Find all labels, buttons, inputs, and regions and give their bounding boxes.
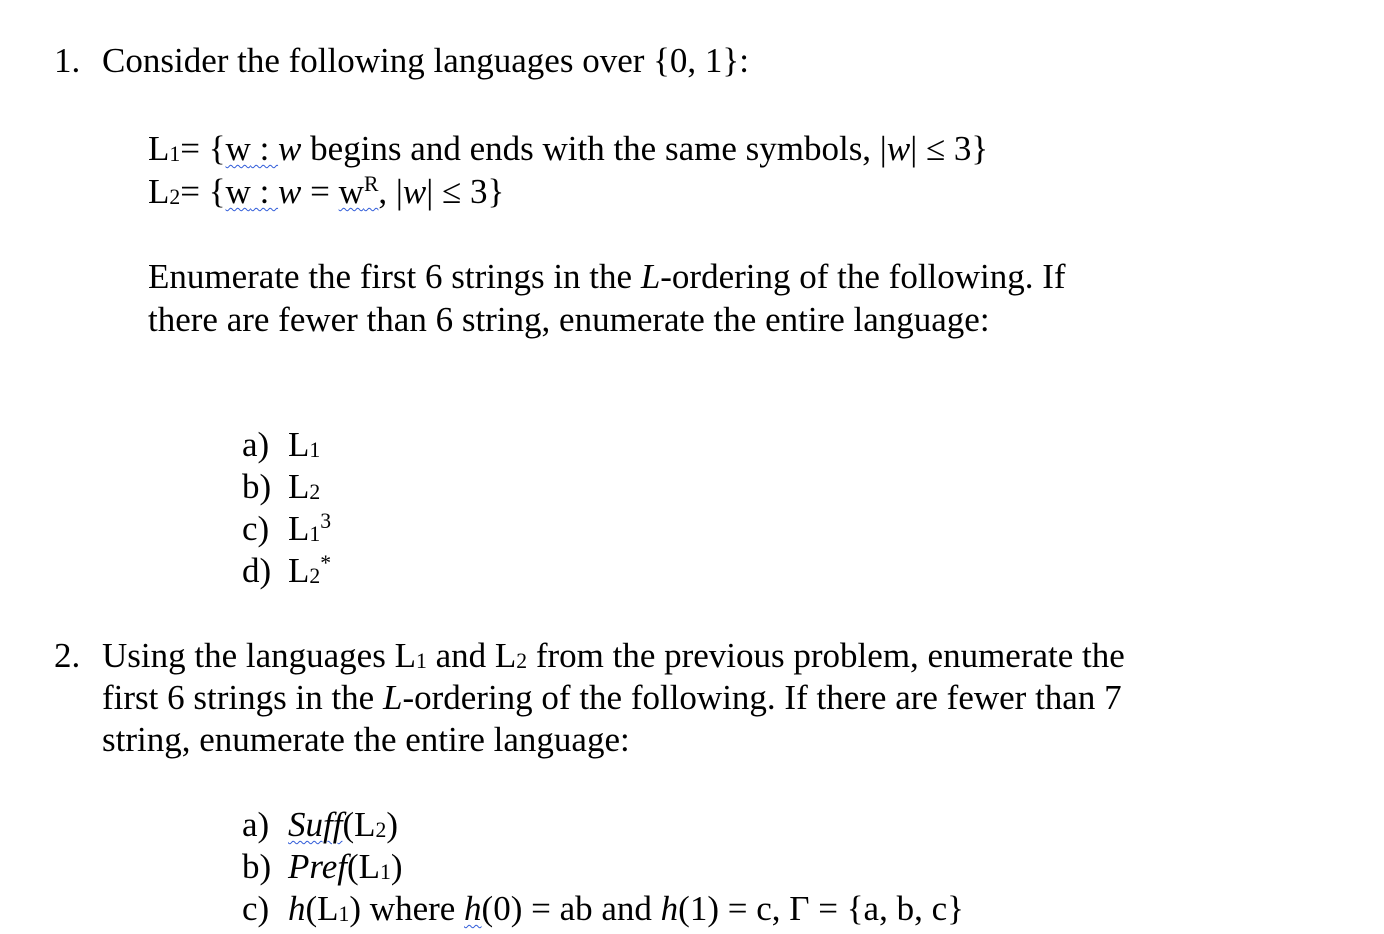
l-ordering-L: L (382, 678, 403, 717)
q1-language-1-definition (148, 128, 988, 170)
lang2-eq: = { (180, 172, 226, 211)
q2-number: 2. (54, 636, 81, 675)
q1-item-a: a) L1 (242, 425, 321, 464)
q2-line-1: Using the languages L1 and L2 from the previous problem, enumerate the (102, 636, 1125, 675)
q2-line-2: first 6 strings in the L-ordering of the following. If there are fewer than 7 (102, 678, 1122, 717)
lang1-w2: w (886, 129, 911, 168)
q2-item-c: c) h(L1) where h(0) = ab and h(1) = c, Γ = {a, b, c} (242, 889, 964, 928)
lang2-w2: w (402, 172, 427, 211)
lang1-tail: | ≤ 3} (910, 129, 989, 168)
lang2-eq2: = (301, 172, 339, 211)
item-label: b) (242, 847, 272, 886)
lang1-w-italic: w (278, 129, 302, 168)
item-label: c) (242, 889, 270, 928)
q2-item-a: a) Suff(L2) (242, 805, 398, 844)
q1-language-2-definition (148, 171, 504, 213)
h-function-underlined: h (464, 889, 482, 928)
q1-item-d: d) L2* (242, 551, 332, 590)
lang1-eq: = { (180, 129, 226, 168)
q2-line-3: string, enumerate the entire language: (102, 720, 630, 759)
item-label: b) (242, 467, 272, 506)
lang2-w-reverse: $w^R$ (338, 172, 379, 211)
q1-item-b: b) L2 (242, 467, 321, 506)
item-label: a) (242, 805, 270, 844)
lang1-w-colon: w : (225, 129, 279, 168)
lang2-subscript: 2 (169, 185, 181, 210)
pref-function: Pref (288, 847, 347, 886)
q1-instruction-line-1: Enumerate the first 6 strings in the L-ordering of the following. If (148, 257, 1066, 296)
lang1-rest: begins and ends with the same symbols, | (301, 129, 887, 168)
item-label: c) (242, 509, 270, 548)
lang2-name: L (148, 172, 170, 211)
lang2-w-colon: w : (225, 172, 279, 211)
lang2-w-italic: w (278, 172, 302, 211)
item-label: a) (242, 425, 270, 464)
q2-item-b: b) Pref(L1) (242, 847, 403, 886)
q1-item-c: c) $L1^3$ (242, 509, 332, 548)
q1-number: 1. (54, 41, 81, 80)
q1-instruction-line-2: there are fewer than 6 string, enumerate the entire language: (148, 300, 990, 339)
item-label: d) (242, 551, 272, 590)
l-ordering-L: L (640, 257, 661, 296)
lang2-comma: , | (378, 172, 403, 211)
q1-intro: Consider the following languages over {0, 1}: (102, 41, 749, 80)
lang1-name: L (148, 129, 170, 168)
lang2-tail: | ≤ 3} (426, 172, 505, 211)
suff-function: Suff (288, 805, 343, 844)
lang1-subscript: 1 (169, 142, 181, 167)
